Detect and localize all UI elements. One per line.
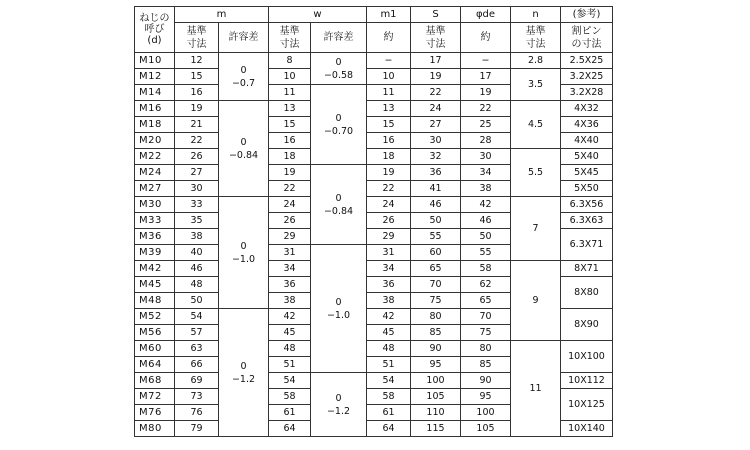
- split-pin-cell: 8X71: [561, 261, 613, 277]
- split-pin-cell: 4X32: [561, 101, 613, 117]
- header-s-basic: [411, 23, 461, 53]
- m-basic-cell: 35: [175, 213, 219, 229]
- thread-size-cell: M10: [135, 53, 175, 69]
- m-basic-cell: 30: [175, 181, 219, 197]
- de-cell: 22: [461, 101, 511, 117]
- thread-size-cell: M76: [135, 405, 175, 421]
- header-w: w: [269, 7, 367, 23]
- w-basic-cell: 18: [269, 149, 311, 165]
- header-w-basic: [269, 23, 311, 53]
- s-cell: 90: [411, 341, 461, 357]
- thread-size-cell: M52: [135, 309, 175, 325]
- m-basic-cell: 26: [175, 149, 219, 165]
- thread-size-cell: M36: [135, 229, 175, 245]
- split-pin-cell: 10X140: [561, 421, 613, 437]
- de-cell: 42: [461, 197, 511, 213]
- w-tolerance-cell-lower: −0.58: [323, 69, 354, 81]
- header-n-basic-line-1: 基準: [525, 25, 546, 37]
- split-pin-cell: 6.3X63: [561, 213, 613, 229]
- table-row: [135, 101, 613, 117]
- de-cell: 65: [461, 293, 511, 309]
- thread-size-cell: M16: [135, 101, 175, 117]
- header-m1-approx: 約: [367, 23, 411, 53]
- n-cell: 7: [511, 197, 561, 261]
- w-basic-cell: 8: [269, 53, 311, 69]
- de-cell: 46: [461, 213, 511, 229]
- w-tolerance-cell-lower: −1.0: [326, 309, 351, 321]
- m1-cell: 19: [367, 165, 411, 181]
- header-thread-size-line-3: (d): [147, 35, 162, 46]
- split-pin-cell: 6.3X71: [561, 229, 613, 261]
- m1-cell: 22: [367, 181, 411, 197]
- w-basic-cell: 13: [269, 101, 311, 117]
- header-split-pin-line-2: の寸法: [571, 38, 602, 50]
- table-row: [135, 69, 613, 85]
- s-cell: 27: [411, 117, 461, 133]
- thread-size-cell: M68: [135, 373, 175, 389]
- s-cell: 105: [411, 389, 461, 405]
- m1-cell: 45: [367, 325, 411, 341]
- header-de-approx: 約: [461, 23, 511, 53]
- header-m-basic: [175, 23, 219, 53]
- de-cell: 95: [461, 389, 511, 405]
- thread-size-cell: M20: [135, 133, 175, 149]
- m-tolerance-cell: [219, 197, 269, 309]
- m-tolerance-cell-upper: 0: [240, 360, 247, 372]
- m-basic-cell: 21: [175, 117, 219, 133]
- m-basic-cell: 27: [175, 165, 219, 181]
- m1-cell: 34: [367, 261, 411, 277]
- m1-cell: 24: [367, 197, 411, 213]
- m1-cell: 26: [367, 213, 411, 229]
- s-cell: 80: [411, 309, 461, 325]
- thread-size-cell: M48: [135, 293, 175, 309]
- w-basic-cell: 26: [269, 213, 311, 229]
- m-basic-cell: 73: [175, 389, 219, 405]
- split-pin-cell: 6.3X56: [561, 197, 613, 213]
- m-tolerance-cell-lower: −0.7: [231, 77, 256, 89]
- m1-cell: 51: [367, 357, 411, 373]
- m1-cell: 10: [367, 69, 411, 85]
- header-w-tolerance: 許容差: [311, 23, 367, 53]
- split-pin-cell: 10X125: [561, 389, 613, 421]
- split-pin-cell: 4X40: [561, 133, 613, 149]
- m-tolerance-cell-upper: 0: [240, 136, 247, 148]
- header-m1: m1: [367, 7, 411, 23]
- header-split-pin: [561, 23, 613, 53]
- header-thread-size: [135, 7, 175, 53]
- header-s-basic-line-1: 基準: [425, 25, 446, 37]
- n-cell: 9: [511, 261, 561, 341]
- w-tolerance-cell: [311, 165, 367, 245]
- m1-cell: −: [367, 53, 411, 69]
- m-basic-cell: 63: [175, 341, 219, 357]
- s-cell: 115: [411, 421, 461, 437]
- w-basic-cell: 61: [269, 405, 311, 421]
- w-tolerance-cell-lower: −0.84: [323, 205, 354, 217]
- table-row: [135, 149, 613, 165]
- header-row-1: [135, 7, 613, 23]
- n-cell: 2.8: [511, 53, 561, 69]
- s-cell: 110: [411, 405, 461, 421]
- thread-size-cell: M60: [135, 341, 175, 357]
- header-split-pin-line-1: 割ピン: [571, 25, 602, 37]
- header-m-basic-line-2: 寸法: [186, 38, 207, 50]
- s-cell: 85: [411, 325, 461, 341]
- m-basic-cell: 69: [175, 373, 219, 389]
- w-tolerance-cell-upper: 0: [335, 392, 342, 404]
- header-de: φde: [461, 7, 511, 23]
- de-cell: 50: [461, 229, 511, 245]
- de-cell: 105: [461, 421, 511, 437]
- header-w-basic-line-2: 寸法: [279, 38, 300, 50]
- m-basic-cell: 57: [175, 325, 219, 341]
- w-basic-cell: 34: [269, 261, 311, 277]
- thread-size-cell: M14: [135, 85, 175, 101]
- w-basic-cell: 16: [269, 133, 311, 149]
- w-basic-cell: 36: [269, 277, 311, 293]
- m1-cell: 38: [367, 293, 411, 309]
- m1-cell: 11: [367, 85, 411, 101]
- m-basic-cell: 15: [175, 69, 219, 85]
- table-row: [135, 53, 613, 69]
- header-n: n: [511, 7, 561, 23]
- thread-size-cell: M45: [135, 277, 175, 293]
- w-tolerance-cell-upper: 0: [335, 192, 342, 204]
- split-pin-cell: 10X112: [561, 373, 613, 389]
- m-basic-cell: 16: [175, 85, 219, 101]
- header-n-basic: [511, 23, 561, 53]
- w-basic-cell: 64: [269, 421, 311, 437]
- m-tolerance-cell: [219, 53, 269, 101]
- header-s-basic-line-2: 寸法: [425, 38, 446, 50]
- m-tolerance-cell: [219, 101, 269, 197]
- header-thread-size-line-2: 呼び: [144, 24, 165, 35]
- n-cell: 5.5: [511, 149, 561, 197]
- table-body: [135, 53, 613, 437]
- thread-size-cell: M72: [135, 389, 175, 405]
- thread-size-cell: M56: [135, 325, 175, 341]
- m1-cell: 36: [367, 277, 411, 293]
- header-w-basic-line-1: 基準: [279, 25, 300, 37]
- split-pin-cell: 3.2X28: [561, 85, 613, 101]
- s-cell: 30: [411, 133, 461, 149]
- m1-cell: 15: [367, 117, 411, 133]
- nut-dimension-table-container: [134, 6, 613, 437]
- m1-cell: 61: [367, 405, 411, 421]
- de-cell: 17: [461, 69, 511, 85]
- de-cell: 80: [461, 341, 511, 357]
- de-cell: 38: [461, 181, 511, 197]
- split-pin-cell: 4X36: [561, 117, 613, 133]
- w-basic-cell: 29: [269, 229, 311, 245]
- w-basic-cell: 15: [269, 117, 311, 133]
- table-row: [135, 197, 613, 213]
- thread-size-cell: M12: [135, 69, 175, 85]
- m-basic-cell: 22: [175, 133, 219, 149]
- w-basic-cell: 22: [269, 181, 311, 197]
- s-cell: 70: [411, 277, 461, 293]
- de-cell: 100: [461, 405, 511, 421]
- m1-cell: 54: [367, 373, 411, 389]
- s-cell: 19: [411, 69, 461, 85]
- w-basic-cell: 10: [269, 69, 311, 85]
- w-basic-cell: 51: [269, 357, 311, 373]
- de-cell: −: [461, 53, 511, 69]
- table-row: [135, 261, 613, 277]
- header-row-2: [135, 23, 613, 53]
- w-basic-cell: 24: [269, 197, 311, 213]
- m-tolerance-cell-lower: −0.84: [228, 149, 259, 161]
- thread-size-cell: M18: [135, 117, 175, 133]
- thread-size-cell: M27: [135, 181, 175, 197]
- s-cell: 41: [411, 181, 461, 197]
- thread-size-cell: M80: [135, 421, 175, 437]
- n-cell: 4.5: [511, 101, 561, 149]
- m1-cell: 31: [367, 245, 411, 261]
- w-basic-cell: 42: [269, 309, 311, 325]
- thread-size-cell: M64: [135, 357, 175, 373]
- thread-size-cell: M22: [135, 149, 175, 165]
- m-tolerance-cell-lower: −1.0: [231, 253, 256, 265]
- thread-size-cell: M24: [135, 165, 175, 181]
- split-pin-cell: 5X50: [561, 181, 613, 197]
- de-cell: 58: [461, 261, 511, 277]
- header-m-tolerance: 許容差: [219, 23, 269, 53]
- nut-dimension-table: [134, 6, 613, 437]
- m-basic-cell: 33: [175, 197, 219, 213]
- s-cell: 46: [411, 197, 461, 213]
- n-cell: 3.5: [511, 69, 561, 101]
- header-reference: (参考): [561, 7, 613, 23]
- de-cell: 62: [461, 277, 511, 293]
- de-cell: 90: [461, 373, 511, 389]
- s-cell: 75: [411, 293, 461, 309]
- s-cell: 65: [411, 261, 461, 277]
- w-tolerance-cell: [311, 85, 367, 165]
- w-tolerance-cell-upper: 0: [335, 296, 342, 308]
- s-cell: 95: [411, 357, 461, 373]
- w-basic-cell: 31: [269, 245, 311, 261]
- s-cell: 22: [411, 85, 461, 101]
- de-cell: 30: [461, 149, 511, 165]
- n-cell: 11: [511, 341, 561, 437]
- w-tolerance-cell-lower: −0.70: [323, 125, 354, 137]
- w-tolerance-cell-upper: 0: [335, 56, 342, 68]
- w-tolerance-cell: [311, 373, 367, 437]
- header-n-basic-line-2: 寸法: [525, 38, 546, 50]
- m1-cell: 58: [367, 389, 411, 405]
- header-m-basic-line-1: 基準: [186, 25, 207, 37]
- w-basic-cell: 38: [269, 293, 311, 309]
- header-m: m: [175, 7, 269, 23]
- split-pin-cell: 8X90: [561, 309, 613, 341]
- w-basic-cell: 48: [269, 341, 311, 357]
- m-basic-cell: 46: [175, 261, 219, 277]
- de-cell: 19: [461, 85, 511, 101]
- m1-cell: 18: [367, 149, 411, 165]
- split-pin-cell: 3.2X25: [561, 69, 613, 85]
- m-tolerance-cell-lower: −1.2: [231, 373, 256, 385]
- w-tolerance-cell: [311, 53, 367, 85]
- thread-size-cell: M30: [135, 197, 175, 213]
- m-tolerance-cell-upper: 0: [240, 240, 247, 252]
- split-pin-cell: 2.5X25: [561, 53, 613, 69]
- s-cell: 55: [411, 229, 461, 245]
- thread-size-cell: M42: [135, 261, 175, 277]
- split-pin-cell: 8X80: [561, 277, 613, 309]
- s-cell: 32: [411, 149, 461, 165]
- s-cell: 50: [411, 213, 461, 229]
- m-basic-cell: 79: [175, 421, 219, 437]
- w-basic-cell: 58: [269, 389, 311, 405]
- de-cell: 28: [461, 133, 511, 149]
- m-basic-cell: 54: [175, 309, 219, 325]
- m-basic-cell: 40: [175, 245, 219, 261]
- de-cell: 70: [461, 309, 511, 325]
- m-basic-cell: 19: [175, 101, 219, 117]
- s-cell: 17: [411, 53, 461, 69]
- m1-cell: 48: [367, 341, 411, 357]
- m-tolerance-cell-upper: 0: [240, 64, 247, 76]
- w-tolerance-cell: [311, 245, 367, 373]
- thread-size-cell: M33: [135, 213, 175, 229]
- s-cell: 60: [411, 245, 461, 261]
- m1-cell: 42: [367, 309, 411, 325]
- w-basic-cell: 45: [269, 325, 311, 341]
- m1-cell: 13: [367, 101, 411, 117]
- table-row: [135, 341, 613, 357]
- s-cell: 36: [411, 165, 461, 181]
- de-cell: 75: [461, 325, 511, 341]
- de-cell: 25: [461, 117, 511, 133]
- m1-cell: 64: [367, 421, 411, 437]
- split-pin-cell: 10X100: [561, 341, 613, 373]
- w-basic-cell: 54: [269, 373, 311, 389]
- header-thread-size-line-1: ねじの: [139, 13, 170, 24]
- s-cell: 24: [411, 101, 461, 117]
- w-tolerance-cell-upper: 0: [335, 112, 342, 124]
- m-tolerance-cell: [219, 309, 269, 437]
- w-tolerance-cell-lower: −1.2: [326, 405, 351, 417]
- m-basic-cell: 38: [175, 229, 219, 245]
- split-pin-cell: 5X40: [561, 149, 613, 165]
- m-basic-cell: 76: [175, 405, 219, 421]
- m1-cell: 16: [367, 133, 411, 149]
- s-cell: 100: [411, 373, 461, 389]
- w-basic-cell: 11: [269, 85, 311, 101]
- m-basic-cell: 50: [175, 293, 219, 309]
- de-cell: 34: [461, 165, 511, 181]
- m-basic-cell: 66: [175, 357, 219, 373]
- w-basic-cell: 19: [269, 165, 311, 181]
- m-basic-cell: 12: [175, 53, 219, 69]
- de-cell: 85: [461, 357, 511, 373]
- split-pin-cell: 5X45: [561, 165, 613, 181]
- thread-size-cell: M39: [135, 245, 175, 261]
- m-basic-cell: 48: [175, 277, 219, 293]
- de-cell: 55: [461, 245, 511, 261]
- header-s: S: [411, 7, 461, 23]
- m1-cell: 29: [367, 229, 411, 245]
